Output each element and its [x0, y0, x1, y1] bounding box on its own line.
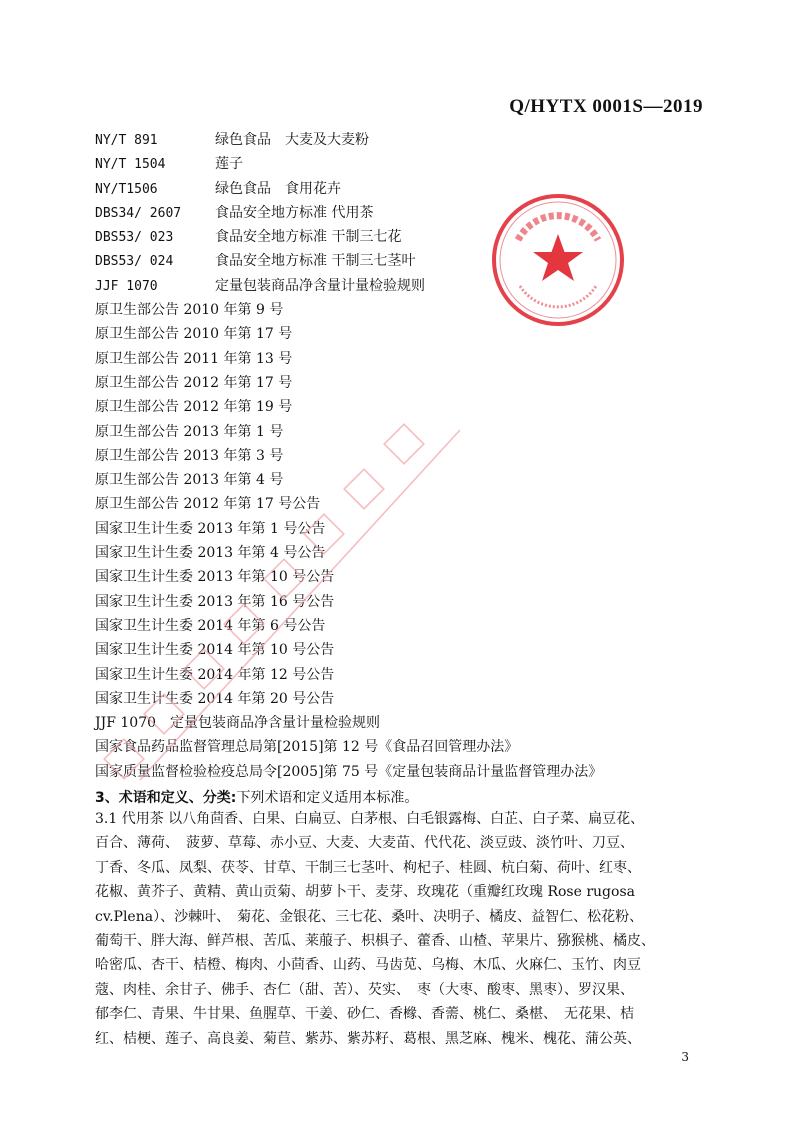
- paragraph-line: 3.1 代用茶 以八角茴香、白果、白扁豆、白茅根、白毛银露梅、白芷、白子菜、扁豆花、: [95, 811, 645, 827]
- reference-row: [95, 249, 735, 273]
- reference-title: 绿色食品 大麦及大麦粉: [215, 132, 369, 148]
- notice-row: 原卫生部公告 2012 年第 17 号公告: [95, 496, 321, 513]
- notice-row: 原卫生部公告 2013 年第 3 号: [95, 447, 284, 464]
- paragraph-line: 哈密瓜、杏干、桔橙、梅肉、小茴香、山药、马齿苋、乌梅、木瓜、火麻仁、玉竹、肉豆: [95, 957, 641, 974]
- notice-row: 原卫生部公告 2010 年第 17 号: [95, 326, 293, 343]
- reference-code: NY/T1506: [95, 181, 158, 197]
- reference-title: 食品安全地方标准 干制三七茎叶: [215, 253, 416, 270]
- notice-row: 国家卫生计生委 2014 年第 10 号公告: [95, 642, 335, 659]
- notice-row: 原卫生部公告 2010 年第 9 号: [95, 302, 284, 319]
- section-intro: 下列术语和定义适用本标准。: [236, 790, 419, 806]
- paragraph-line: 丁香、冬瓜、凤梨、茯苓、甘草、干制三七茎叶、枸杞子、桂圆、杭白菊、荷叶、红枣、: [95, 859, 641, 876]
- notice-row: 国家卫生计生委 2013 年第 1 号公告: [95, 520, 326, 537]
- reference-code: JJF 1070: [95, 278, 158, 294]
- definition-paragraph: [95, 807, 713, 1051]
- reference-row: [95, 128, 735, 152]
- reference-title: 定量包装商品净含量计量检验规则: [215, 277, 425, 294]
- reference-row: [95, 274, 735, 298]
- notice-row: 国家卫生计生委 2013 年第 10 号公告: [95, 569, 335, 586]
- notice-row: 国家卫生计生委 2014 年第 20 号公告: [95, 690, 335, 707]
- paragraph-line: cv.Plena）、沙棘叶、 菊花、金银花、三七花、桑叶、决明子、橘皮、益智仁、松花粉、: [95, 908, 644, 925]
- paragraph-line: 百合、薄荷、 菠萝、草莓、赤小豆、大麦、大麦苗、代代花、淡豆豉、淡竹叶、刀豆、: [95, 835, 634, 852]
- reference-code: NY/T 891: [95, 133, 158, 148]
- standard-code: Q/HYTX 0001S—2019: [509, 96, 703, 117]
- notice-row: 国家卫生计生委 2013 年第 4 号公告: [95, 545, 326, 562]
- paragraph-line: 葡萄干、胖大海、鲜芦根、苦瓜、莱菔子、枳椇子、藿香、山楂、苹果片、猕猴桃、橘皮、: [95, 933, 655, 950]
- paragraph-line: 蔻、肉桂、余甘子、佛手、杏仁（甜、苦）、芡实、 枣（大枣、酸枣、黑枣）、罗汉果、: [95, 981, 634, 998]
- reference-list: [95, 128, 735, 784]
- notice-row: 原卫生部公告 2013 年第 1 号: [95, 423, 284, 440]
- reference-row: [95, 201, 735, 225]
- notice-row: 原卫生部公告 2011 年第 13 号: [95, 350, 293, 367]
- reference-row: [95, 177, 735, 201]
- section-heading: 3、术语和定义、分类:: [95, 790, 237, 806]
- notice-row: JJF 1070 定量包装商品净含量计量检验规则: [95, 715, 381, 732]
- notice-row: 原卫生部公告 2012 年第 19 号: [95, 399, 293, 416]
- paragraph-line: 花椒、黄芥子、黄精、黄山贡菊、胡萝卜干、麦芽、玫瑰花（重瓣红玫瑰 Rose rugosa: [95, 884, 635, 901]
- paragraph-line: 红、桔梗、莲子、高良姜、菊苣、紫苏、紫苏籽、葛根、黑芝麻、槐米、槐花、蒲公英、: [95, 1030, 641, 1047]
- notice-row: 原卫生部公告 2012 年第 17 号: [95, 374, 293, 391]
- notice-row: 原卫生部公告 2013 年第 4 号: [95, 472, 284, 489]
- reference-title: 食品安全地方标准 干制三七花: [215, 229, 402, 246]
- notice-row: 国家卫生计生委 2014 年第 6 号公告: [95, 617, 326, 634]
- reference-code: DBS53/ 023: [95, 230, 174, 246]
- reference-code: NY/T 1504: [95, 157, 166, 173]
- page-number: 3: [681, 1050, 689, 1064]
- reference-code: DBS53/ 024: [95, 254, 174, 270]
- section-heading-row: [95, 787, 418, 807]
- paragraph-line: 郁李仁、青果、牛甘果、鱼腥草、干姜、砂仁、香橼、香薷、桃仁、桑椹、 无花果、桔: [95, 1006, 634, 1023]
- reference-row: [95, 152, 735, 176]
- reference-title: 绿色食品 食用花卉: [215, 180, 341, 197]
- reference-row: [95, 225, 735, 249]
- notice-row: 国家质量监督检验检疫总局令[2005]第 75 号《定量包装商品计量监督管理办法》: [95, 763, 603, 780]
- notice-row: 国家卫生计生委 2013 年第 16 号公告: [95, 593, 335, 610]
- notice-row: 国家卫生计生委 2014 年第 12 号公告: [95, 666, 335, 683]
- company-seal-icon: [488, 190, 628, 330]
- reference-title: 食品安全地方标准 代用茶: [215, 204, 374, 221]
- notice-row: 国家食品药品监督管理总局第[2015]第 12 号《食品召回管理办法》: [95, 739, 519, 756]
- reference-title: 莲子: [215, 156, 243, 173]
- reference-code: DBS34/ 2607: [95, 205, 182, 221]
